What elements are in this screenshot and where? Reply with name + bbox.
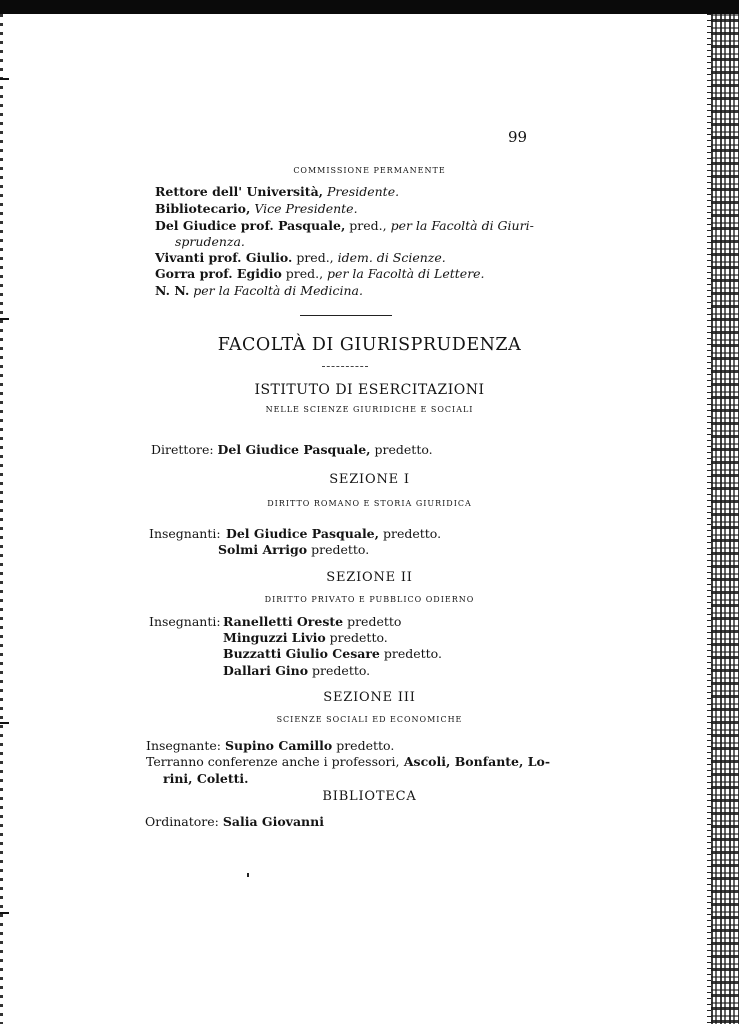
commissione-heading: COMMISSIONE PERMANENTE [293, 166, 446, 175]
sezione-1-title: SEZIONE I [329, 472, 410, 487]
insegnanti-label: Insegnanti: [149, 526, 221, 541]
scan-left-mark [0, 78, 9, 80]
section-divider [300, 315, 392, 316]
member-line: Ranelletti Oreste predetto [223, 614, 402, 629]
title-underline [322, 366, 368, 367]
director-line: Direttore: Del Giudice Pasquale, predetto. [151, 442, 433, 457]
sezione-2-subtitle: DIRITTO PRIVATO E PUBBLICO ODIERNO [264, 595, 475, 604]
member-line: Buzzatti Giulio Cesare predetto. [223, 646, 442, 661]
sezione-3-subtitle: SCIENZE SOCIALI ED ECONOMICHE [276, 715, 463, 724]
biblioteca-title: BIBLIOTECA [322, 789, 417, 804]
member-line: Del Giudice Pasquale, predetto. [226, 526, 442, 541]
facolta-title: FACOLTÀ DI GIURISPRUDENZA [217, 335, 522, 355]
conferenze-line-continued: rini, Coletti. [163, 771, 249, 786]
scan-right-edge [711, 14, 739, 1024]
commissione-line: Rettore dell' Università, Presidente. [155, 184, 400, 199]
member-line: Dallari Gino predetto. [223, 663, 371, 678]
sezione-1-subtitle: DIRITTO ROMANO E STORIA GIURIDICA [267, 499, 472, 508]
scan-left-mark [0, 318, 9, 320]
commissione-line: Bibliotecario, Vice Presidente. [155, 201, 358, 216]
istituto-subtitle: NELLE SCIENZE GIURIDICHE E SOCIALI [265, 405, 474, 414]
commissione-line: N. N. per la Facoltà di Medicina. [155, 283, 363, 298]
ink-speck [247, 873, 249, 877]
scan-left-edge [0, 14, 3, 1024]
commissione-line: sprudenza. [175, 234, 245, 249]
sezione-3-title: SEZIONE III [323, 690, 416, 705]
commissione-line: Gorra prof. Egidio pred., per la Facoltà di Lettere. [155, 266, 485, 281]
scan-top-border [0, 0, 739, 14]
member-line: Solmi Arrigo predetto. [218, 542, 370, 557]
page-number: 99 [508, 128, 528, 146]
sezione-2-title: SEZIONE II [326, 570, 413, 585]
conferenze-line: Terranno conferenze anche i professori, Ascoli, Bonfante, Lo- [146, 754, 551, 769]
commissione-line: Vivanti prof. Giulio. pred., idem. di Scienze. [155, 250, 446, 265]
scan-left-mark [0, 912, 9, 914]
insegnanti-label: Insegnanti: [149, 614, 221, 629]
ordinatore-line: Ordinatore: Salia Giovanni [145, 814, 324, 829]
insegnante-line: Insegnante: Supino Camillo predetto. [146, 738, 395, 753]
member-line: Minguzzi Livio predetto. [223, 630, 388, 645]
commissione-line: Del Giudice prof. Pasquale, pred., per la Facoltà di Giuri- [155, 218, 534, 233]
istituto-title: ISTITUTO DI ESERCITAZIONI [254, 382, 485, 398]
